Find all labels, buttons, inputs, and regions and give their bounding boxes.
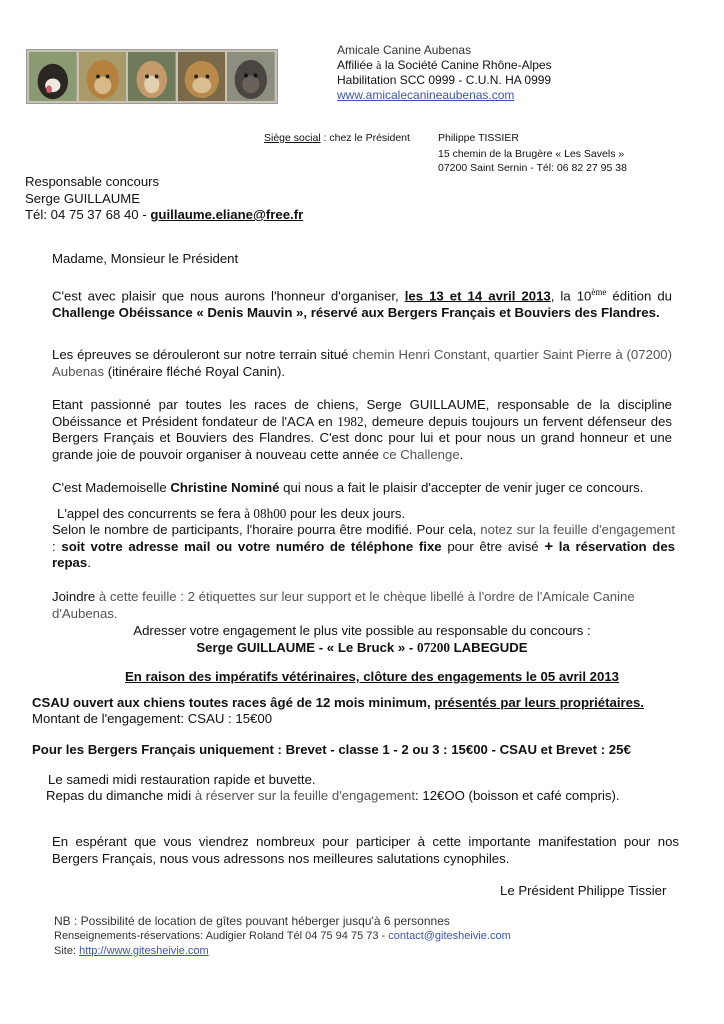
- responsable-contact: Tél: 04 75 37 68 40 - guillaume.eliane@free.fr: [25, 207, 304, 222]
- dog-photo-5: [227, 52, 275, 101]
- address-line-1: 15 chemin de la Brugère « Les Savels »: [438, 148, 625, 160]
- samedi-meal: Le samedi midi restauration rapide et buvette.: [48, 772, 316, 787]
- paragraph-attach: Joindre à cette feuille : 2 étiquettes sur leur support et le chèque libellé à l'ordre de l'Amicale Canine d'Aubenas.: [52, 589, 635, 621]
- dog-photo-1: [29, 52, 77, 101]
- siege-social: Siège social : chez le Président: [264, 132, 410, 144]
- paragraph-call-time: L'appel des concurrents se fera à 08h00 pour les deux jours.: [57, 506, 406, 521]
- dog-photo-banner: [26, 49, 278, 104]
- org-name: Amicale Canine Aubenas: [337, 43, 472, 57]
- cloture-notice: En raison des impératifs vétérinaires, clôture des engagements le 05 avril 2013: [124, 669, 620, 684]
- send-address: Serge GUILLAUME - « Le Bruck » - 07200 LABEGUDE: [196, 639, 528, 655]
- footer-renseignements: Renseignements-réservations: Audigier Roland Tél 04 75 94 75 73 - contact@gitesheivie.com: [54, 930, 511, 942]
- salutation: Madame, Monsieur le Président: [52, 251, 239, 266]
- closing-paragraph: En espérant que vous viendrez nombreux pour participer à cette importante manifestation pour nos Bergers Français, nous vous adressons nos meilleures salutations cynophiles.: [52, 834, 679, 866]
- dog-photo-3: [128, 52, 176, 101]
- paragraph-send-to: Adresser votre engagement le plus vite possible au responsable du concours : Serge GUILLAUME - « Le Bruck » - 07200 LABEGUDE: [52, 623, 672, 656]
- address-line-2: 07200 Saint Sernin - Tél: 06 82 27 95 38: [438, 162, 627, 174]
- bergers-prices: Pour les Bergers Français uniquement : Brevet - classe 1 - 2 ou 3 : 15€00 - CSAU et Brevet : 25€: [32, 742, 631, 757]
- siege-address: [438, 131, 718, 175]
- footer-site: Site: http://www.gitesheivie.com: [54, 945, 209, 957]
- paragraph-schedule: Selon le nombre de participants, l'horaire pourra être modifié. Pour cela, notez sur la feuille d'engagement : soit votre adresse mail ou votre numéro de téléphone fixe pour être avisé + la réservation des repas.: [52, 522, 675, 570]
- montant: Montant de l'engagement: CSAU : 15€00: [32, 711, 273, 726]
- csau-info: CSAU ouvert aux chiens toutes races âgé de 12 mois minimum, présentés par leurs propriétaires.: [32, 695, 644, 710]
- site-link[interactable]: http://www.gitesheivie.com: [79, 945, 209, 957]
- paragraph-location: Les épreuves se dérouleront sur notre terrain situé chemin Henri Constant, quartier Saint Pierre à (07200) Aubenas (itinéraire fléché Royal Canin).: [52, 347, 672, 379]
- dog-photo-2: [79, 52, 127, 101]
- dimanche-meal: Repas du dimanche midi à réserver sur la feuille d'engagement: 12€OO (boisson et café compris).: [46, 788, 620, 803]
- signature: Le Président Philippe Tissier: [500, 883, 667, 898]
- footer: [54, 914, 694, 959]
- responsable-name: Serge GUILLAUME: [25, 190, 141, 206]
- dog-photo-4: [178, 52, 226, 101]
- responsable-email[interactable]: guillaume.eliane@free.fr: [150, 207, 304, 222]
- paragraph-organizer: Etant passionné par toutes les races de chiens, Serge GUILLAUME, responsable de la discipline Obéissance et Président fondateur de l'ACA en 1982, demeure depuis toujours un fervent défenseur des Bergers Français et Bouviers des Flandres. C'est donc pour lui et pour nous un grand honneur et une grande joie de pouvoir organiser à nouveau cette année ce Challenge.: [52, 397, 672, 462]
- president-name: Philippe TISSIER: [438, 132, 519, 144]
- paragraph-intro: C'est avec plaisir que nous aurons l'honneur d'organiser, les 13 et 14 avril 2013, la 10ème édition du Challenge Obéissance « Denis Mauvin », réservé aux Bergers Français et Bouviers des Flandres.: [52, 287, 672, 320]
- org-header: [337, 43, 717, 103]
- responsable-block: [25, 174, 303, 224]
- website-link[interactable]: www.amicalecanineaubenas.com: [337, 88, 515, 102]
- responsable-title: Responsable concours: [25, 174, 160, 189]
- paragraph-judge: C'est Mademoiselle Christine Nominé qui nous a fait le plaisir d'accepter de venir juger ce concours.: [52, 480, 644, 495]
- footer-nb: NB : Possibilité de location de gîtes pouvant héberger jusqu'à 6 personnes: [54, 914, 450, 928]
- affiliation: Affiliée à la Société Canine Rhône-Alpes: [337, 58, 552, 72]
- habilitation: Habilitation SCC 0999 - C.U.N. HA 0999: [337, 73, 552, 87]
- contact-email-link[interactable]: contact@gitesheivie.com: [388, 930, 511, 942]
